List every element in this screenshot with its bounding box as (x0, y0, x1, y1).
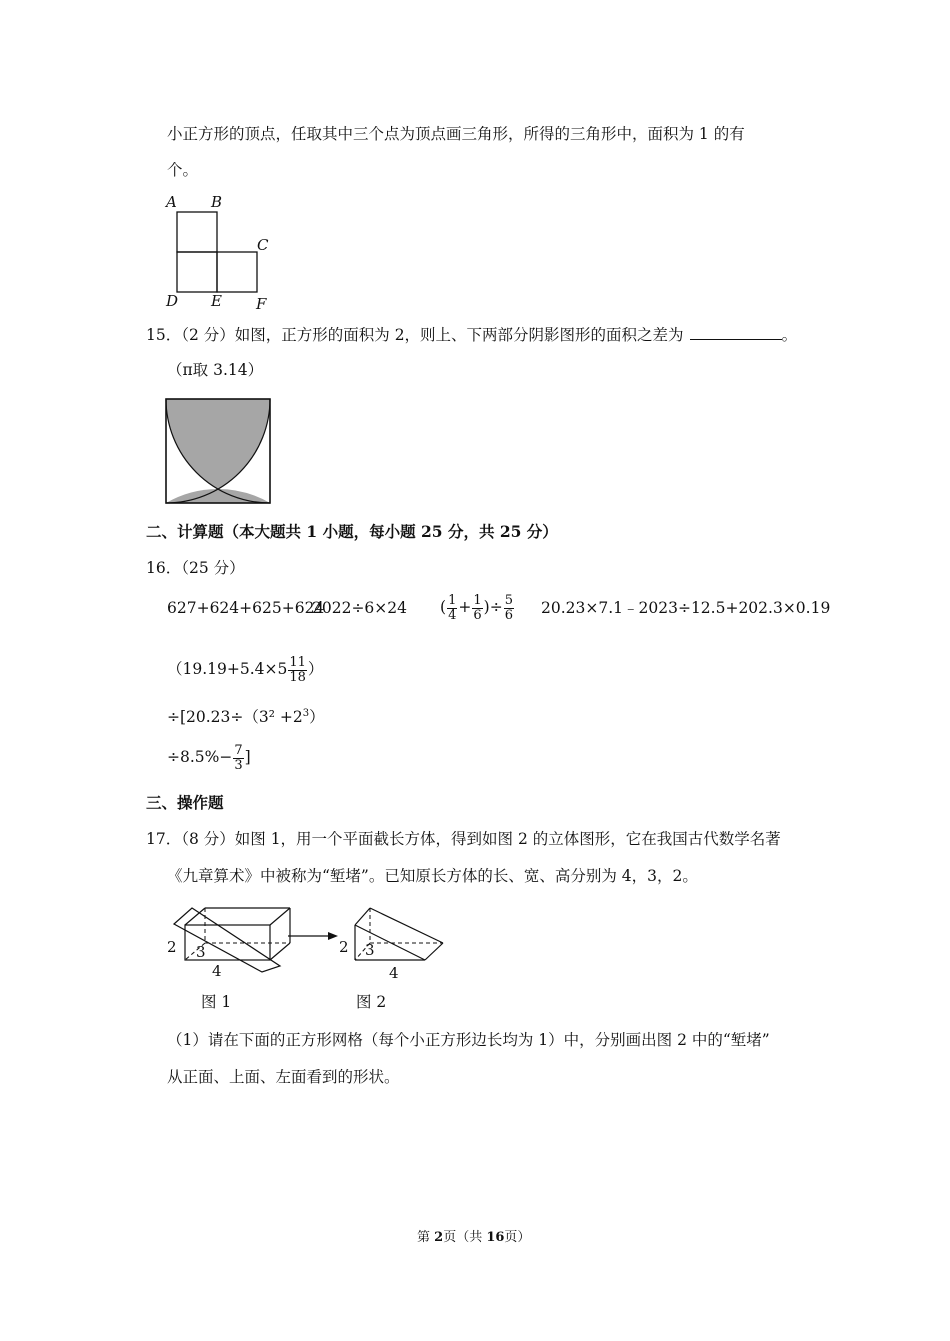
q16-expr1: 627+624+625+624 (167, 599, 325, 617)
q15-question (146, 323, 797, 345)
fraction-5-6: $\frac{5}{6}$ (504, 592, 513, 623)
q17-line2: 《九章算术》中被称为“堑堵”。已知原长方体的长、宽、高分别为 4，3，2。 (167, 867, 698, 885)
fig2-dim-height: 2 (339, 938, 349, 956)
page-footer: 第 2页（共 16页） (417, 1230, 531, 1245)
fraction-11-18: $\frac{11}{18}$ (289, 654, 306, 685)
label-b: B (211, 193, 223, 211)
label-d: D (166, 292, 179, 310)
fig2-caption: 图 2 (356, 993, 387, 1011)
fig1-caption: 图 1 (201, 993, 232, 1011)
section3-heading: 三、操作题 (146, 793, 224, 812)
q16-expr3: ( $\frac{1}{4}$ + $\frac{1}{6}$ )÷ $\frac{5}{6}$ (440, 592, 513, 623)
q17-figure1-cuboid (160, 900, 290, 985)
q16-expr7: ÷8.5%− $\frac{7}{3}$ ] (167, 742, 251, 773)
fraction-1-6: $\frac{1}{6}$ (473, 592, 482, 623)
q16-header: 16．（25 分） (146, 559, 245, 577)
fig1-dim-width: 3 (196, 943, 206, 961)
arrow-icon (288, 930, 338, 942)
q16-expr6: $\div[20.23\div(3^2 +2^3)$ (167, 708, 325, 727)
q16-expr4: 20.23×7.1﹣2023÷12.5+202.3×0.19 (541, 599, 831, 617)
q14-line2: 个。 (167, 161, 199, 179)
fraction-1-4: $\frac{1}{4}$ (448, 592, 457, 623)
q17-figure2-prism (335, 900, 450, 985)
fig2-dim-length: 4 (389, 964, 399, 982)
label-f: F (256, 295, 267, 313)
q15-pi-note: （π取 3.14） (167, 361, 264, 379)
fig1-dim-length: 4 (212, 962, 222, 980)
q15-shaded-square-figure (166, 399, 270, 503)
fig1-dim-height: 2 (167, 938, 177, 956)
q15-period: 。 (781, 326, 798, 344)
current-page-number: 2 (434, 1230, 444, 1245)
total-page-number: 16 (486, 1230, 505, 1245)
fig2-dim-width: 3 (365, 941, 375, 959)
q17-sub1-line1: （1）请在下面的正方形网格（每个小正方形边长均为 1）中，分别画出图 2 中的“堑堵” (167, 1031, 770, 1049)
label-e: E (211, 292, 222, 310)
label-a: A (166, 193, 177, 211)
q16-expr5: （19.19+5.4×5 $\frac{11}{18}$ ） (167, 654, 324, 685)
q15-answer-blank[interactable] (690, 323, 782, 340)
section2-heading: 二、计算题（本大题共 1 小题，每小题 25 分，共 25 分） (146, 522, 558, 541)
q17-line1: 17．（8 分）如图 1，用一个平面截长方体，得到如图 2 的立体图形，它在我国古代数学名著 (146, 830, 781, 848)
q16-expr2: 2022÷6×24 (312, 599, 408, 617)
q17-sub1-line2: 从正面、上面、左面看到的形状。 (167, 1068, 400, 1086)
q14-grid-figure (160, 192, 280, 312)
q14-line1: 小正方形的顶点，任取其中三个点为顶点画三角形，所得的三角形中，面积为 1 的有 (167, 125, 745, 143)
label-c: C (257, 236, 269, 254)
q15-text: 15．（2 分）如图，正方形的面积为 2，则上、下两部分阴影图形的面积之差为 (146, 326, 684, 344)
fraction-7-3: $\frac{7}{3}$ (234, 742, 243, 773)
